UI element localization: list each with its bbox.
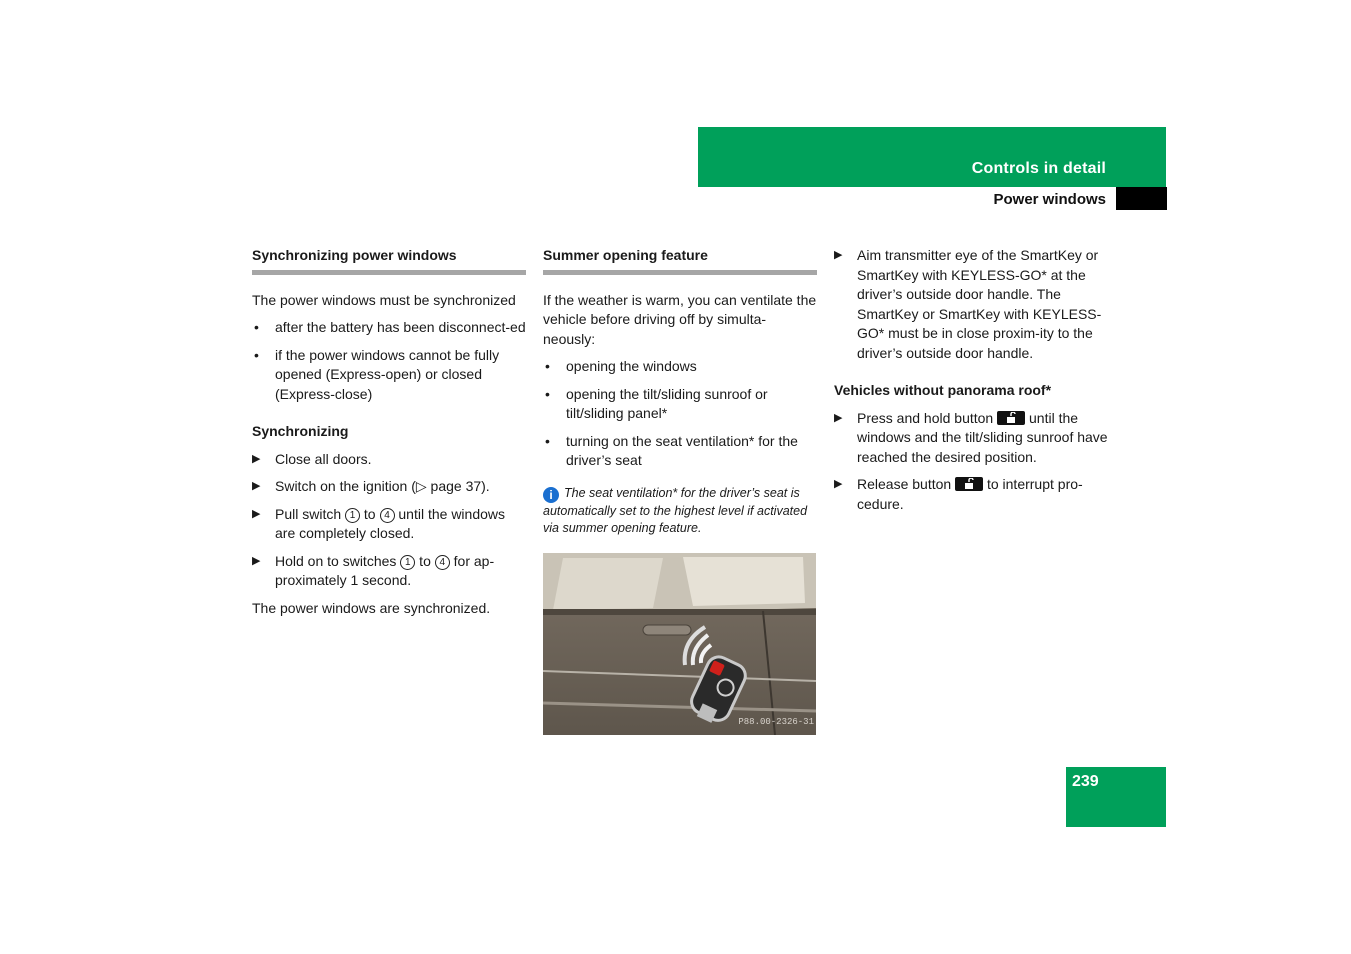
step-arrow-icon: ▶: [252, 480, 261, 492]
subheading-without-panorama-roof: Vehicles without panorama roof*: [834, 382, 1052, 398]
image-reference-code: P88.00-2326-31: [738, 717, 814, 727]
step-arrow-icon: ▶: [834, 478, 843, 490]
heading-summer-opening-feature: Summer opening feature: [543, 246, 817, 275]
unlock-button-icon: [997, 411, 1025, 425]
chapter-title: Controls in detail: [971, 160, 1106, 177]
step-press-hold-button: ▶ Press and hold button until the windows and the tilt/sliding sunroof have reached the desired position.: [834, 409, 1108, 465]
step-arrow-icon: ▶: [834, 249, 843, 261]
intro-text: The power windows must be synchronized: [252, 291, 516, 308]
step-arrow-icon: ▶: [834, 411, 843, 424]
step-aim-transmitter: ▶ Aim transmitter eye of the SmartKey or SmartKey with KEYLESS-GO* at the driver’s outside door handle. The SmartKey or SmartKey with KEYLESS-GO* must be in close proxim-ity to the driver’s outside door handle.: [834, 247, 1102, 361]
step-arrow-icon: ▶: [252, 554, 261, 567]
info-icon: i: [543, 487, 559, 503]
unlock-button-icon: [955, 477, 983, 491]
car-door-smartkey-image: [543, 553, 816, 735]
step-release-button: ▶ Release button to interrupt pro-cedure.: [834, 476, 1083, 512]
step-close-doors: ▶ Close all doors.: [252, 450, 526, 470]
page-ref-arrow-icon: ▷: [415, 478, 427, 494]
list-item: • after the battery has been disconnect-ed: [252, 318, 526, 338]
step-ignition: ▶ Switch on the ignition (▷ page 37).: [252, 477, 526, 497]
switch-number-badge: 4: [435, 555, 450, 570]
result-text: The power windows are synchronized.: [252, 599, 491, 616]
header-green-bar: [698, 127, 1166, 187]
list-item: • if the power windows cannot be fully opened (Express-open) or closed (Express-close): [252, 346, 526, 405]
info-text: The seat ventilation* for the driver’s seat is automatically set to the highest level if activated via summer opening feature.: [543, 485, 808, 535]
heading-synchronizing-power-windows: Synchronizing power windows: [252, 246, 526, 275]
car-door-illustration: [543, 553, 816, 735]
step-arrow-icon: ▶: [252, 507, 261, 520]
step-pull-switch: ▶ Pull switch 1 to 4 until the windows are completely closed.: [252, 505, 506, 541]
header-black-tab: [1116, 187, 1167, 210]
column-instructions: [834, 246, 1110, 522]
list-item: • turning on the seat ventilation* for the driver’s seat: [543, 432, 817, 471]
column-synchronizing: [252, 246, 526, 626]
list-item: • opening the tilt/sliding sunroof or tilt/sliding panel*: [543, 385, 817, 424]
info-note: [543, 485, 817, 537]
column-summer-opening: [543, 246, 817, 735]
switch-number-badge: 1: [400, 555, 415, 570]
subheading-synchronizing: Synchronizing: [252, 423, 349, 439]
list-item: • opening the windows: [543, 357, 817, 377]
intro-text: If the weather is warm, you can ventilate the vehicle before driving off by simulta-neously:: [543, 291, 817, 347]
page-number-box: [1066, 767, 1166, 827]
step-hold-switches: ▶ Hold on to switches 1 to 4 for ap-proximately 1 second.: [252, 552, 495, 588]
section-title: Power windows: [993, 191, 1106, 208]
step-arrow-icon: ▶: [252, 452, 261, 465]
switch-number-badge: 1: [345, 508, 360, 523]
switch-number-badge: 4: [380, 508, 395, 523]
page-number: 239: [1072, 773, 1099, 790]
